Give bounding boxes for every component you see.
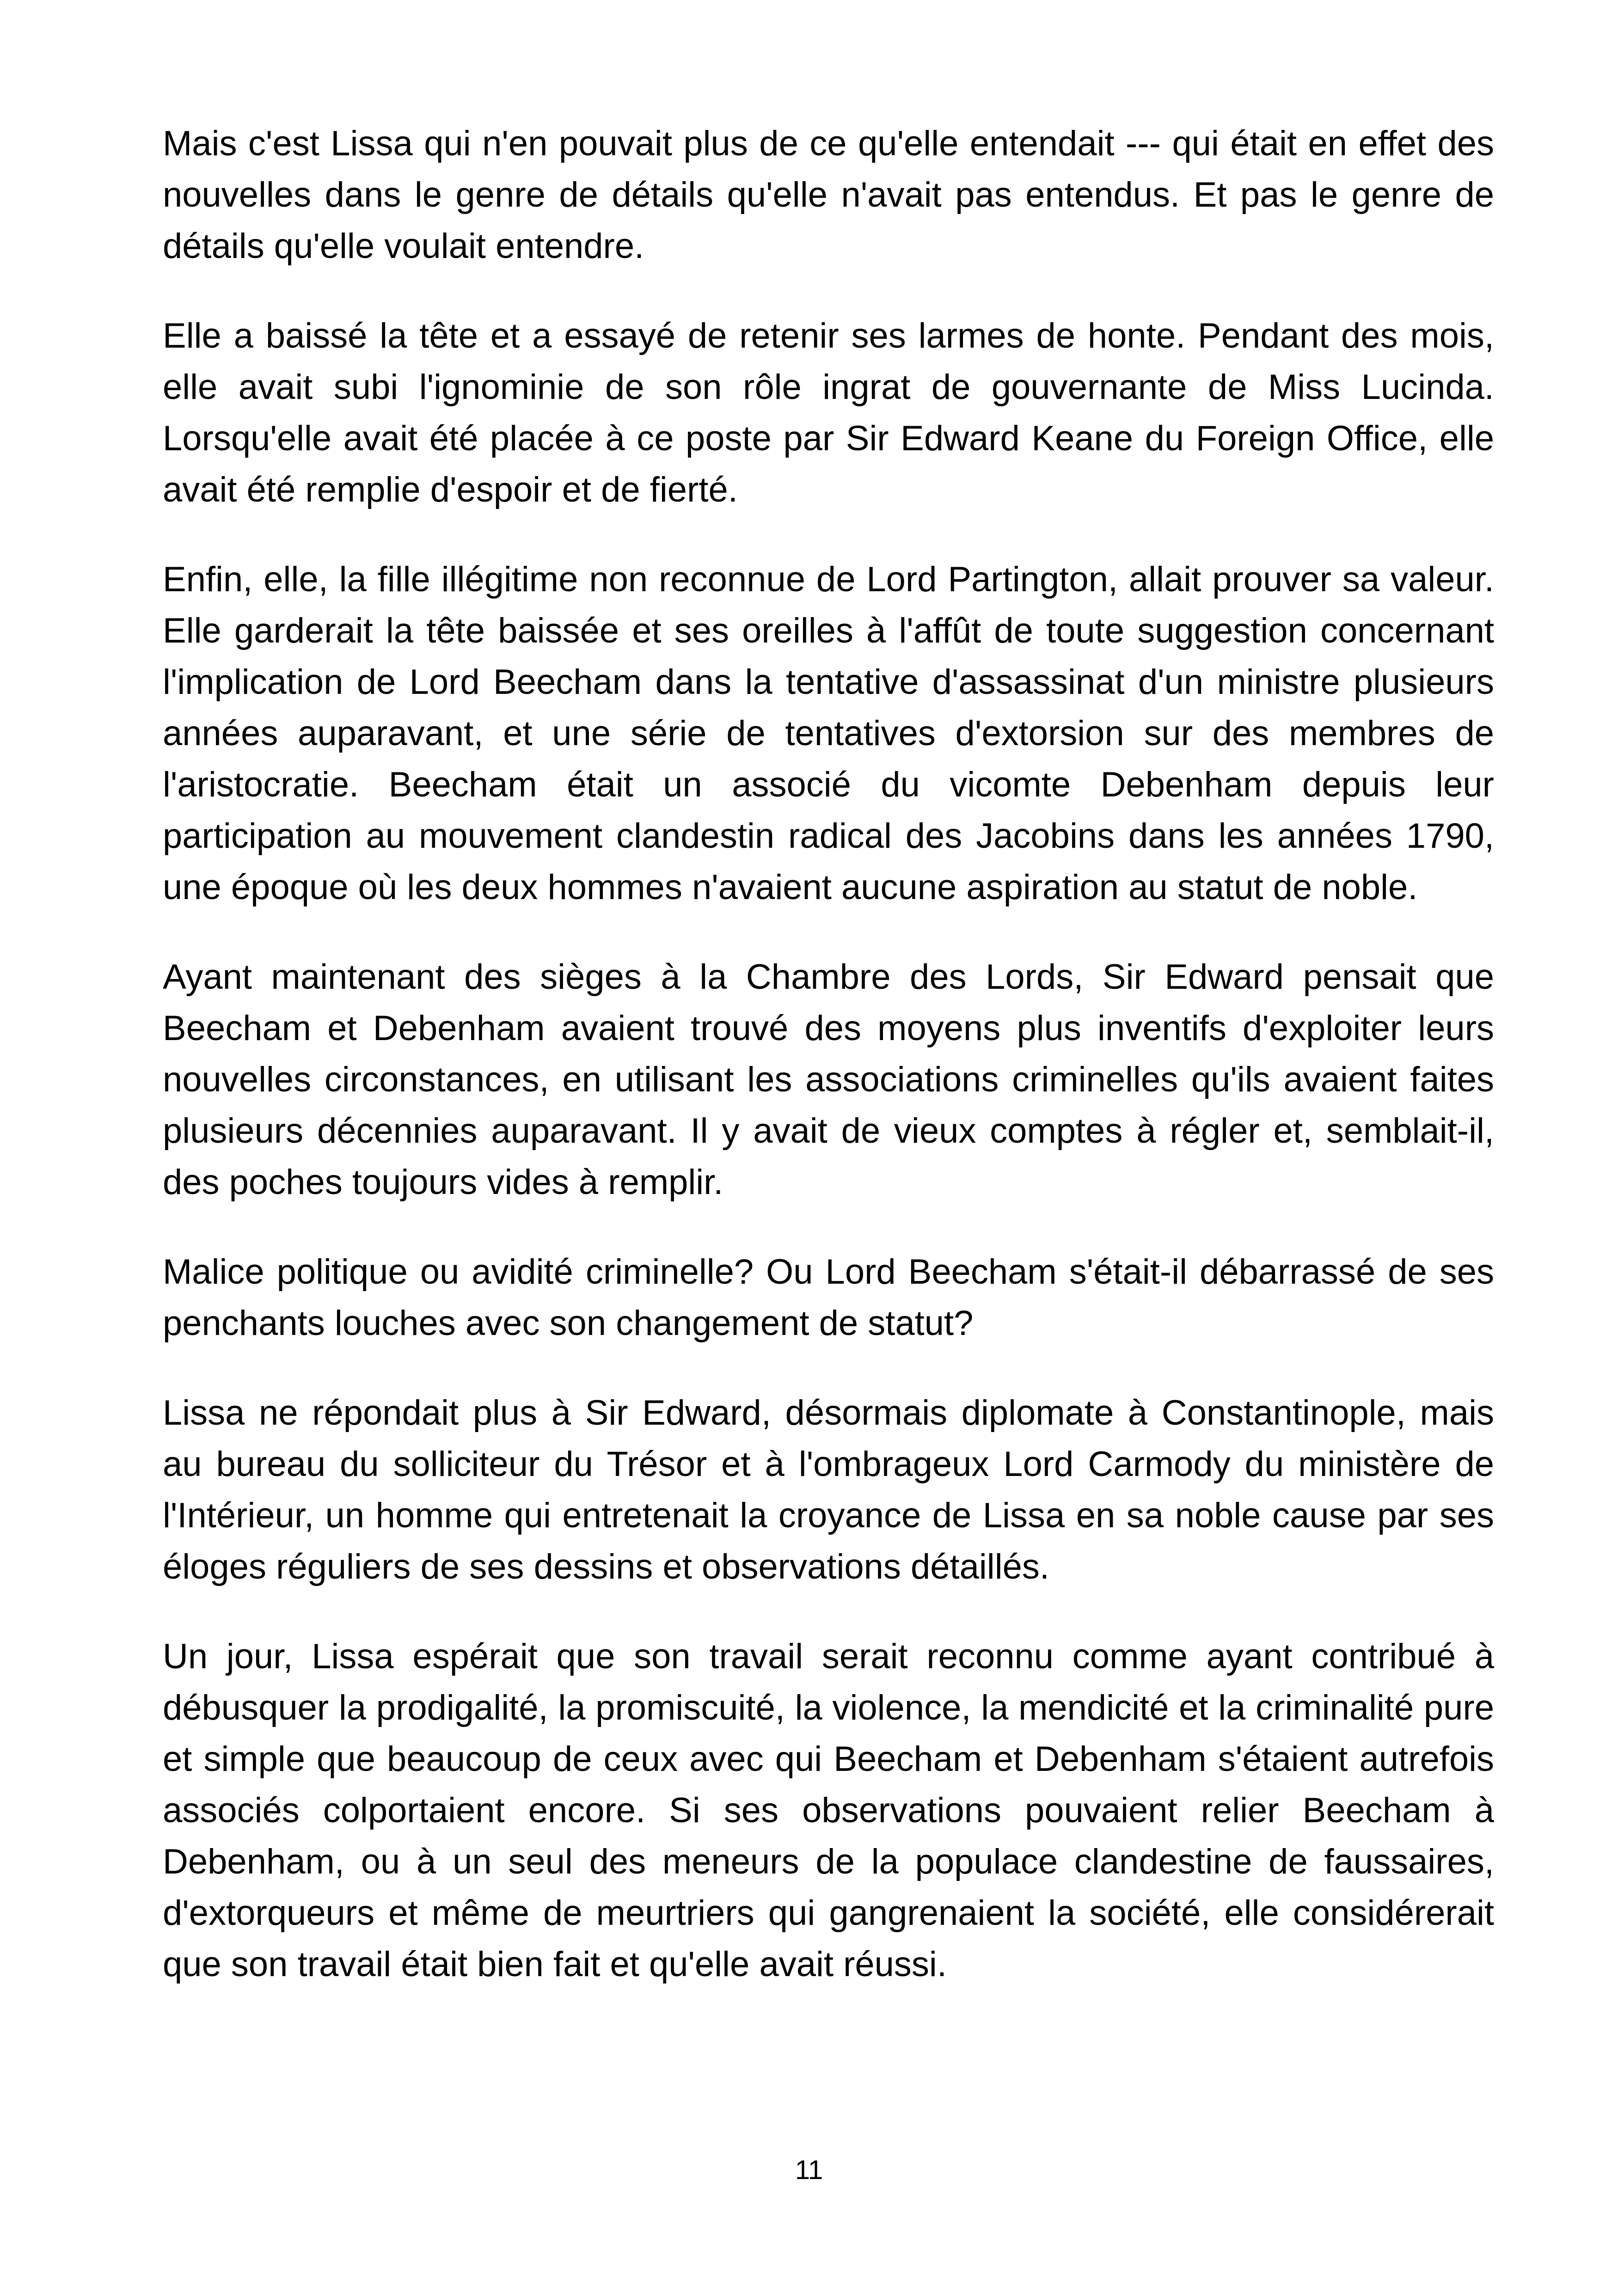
paragraph-4: Ayant maintenant des sièges à la Chambre des Lords, Sir Edward pensait que Beecham et Debenham avaient trouvé des moyens plus inventifs d'exploiter leurs nouvelles circonstances, en utilisant les associations criminelles qu'ils avaient faites plusieurs décennies auparavant. Il y avait de vieux comptes à régler et, semblait-il, des poches toujours vides à remplir. — [163, 957, 1494, 1202]
paragraph-5: Malice politique ou avidité criminelle? Ou Lord Beecham s'était-il débarrassé de ses penchants louches avec son changement de statut? — [163, 1252, 1494, 1343]
paragraph-6: Lissa ne répondait plus à Sir Edward, désormais diplomate à Constantinople, mais au bureau du solliciteur du Trésor et à l'ombrageux Lord Carmody du ministère de l'Intérieur, un homme qui entretenait la croyance de Lissa en sa noble cause par ses éloges réguliers de ses dessins et observations détaillés. — [163, 1393, 1494, 1586]
paragraph-7: Un jour, Lissa espérait que son travail serait reconnu comme ayant contribué à débusquer la prodigalité, la promiscuité, la violence, la mendicité et la criminalité pure et simple que beaucoup de ceux avec qui Beecham et Debenham s'étaient autrefois associés colportaient encore. Si ses observations pouvaient relier Beecham à Debenham, ou à un seul des meneurs de la populace clandestine de faussaires, d'extorqueurs et même de meurtriers qui gangrenaient la société, elle considérerait que son travail était bien fait et qu'elle avait réussi. — [163, 1637, 1494, 1984]
paragraph-2: Elle a baissé la tête et a essayé de retenir ses larmes de honte. Pendant des mois, elle avait subi l'ignominie de son rôle ingrat de gouvernante de Miss Lucinda. Lorsqu'elle avait été placée à ce poste par Sir Edward Keane du Foreign Office, elle avait été remplie d'espoir et de fierté. — [163, 316, 1494, 509]
document-body — [163, 118, 1494, 2028]
paragraph-3: Enfin, elle, la fille illégitime non reconnue de Lord Partington, allait prouver sa valeur. Elle garderait la tête baissée et ses oreilles à l'affût de toute suggestion concernant l'implication de Lord Beecham dans la tentative d'assassinat d'un ministre plusieurs années auparavant, et une série de tentatives d'extorsion sur des membres de l'aristocratie. Beecham était un associé du vicomte Debenham depuis leur participation au mouvement clandestin radical des Jacobins dans les années 1790, une époque où les deux hommes n'avaient aucune aspiration au statut de noble. — [163, 560, 1494, 907]
page-number: 11 — [795, 2155, 823, 2185]
paragraph-1: Mais c'est Lissa qui n'en pouvait plus de ce qu'elle entendait --- qui était en effet des nouvelles dans le genre de détails qu'elle n'avait pas entendus. Et pas le genre de détails qu'elle voulait entendre. — [163, 124, 1494, 266]
